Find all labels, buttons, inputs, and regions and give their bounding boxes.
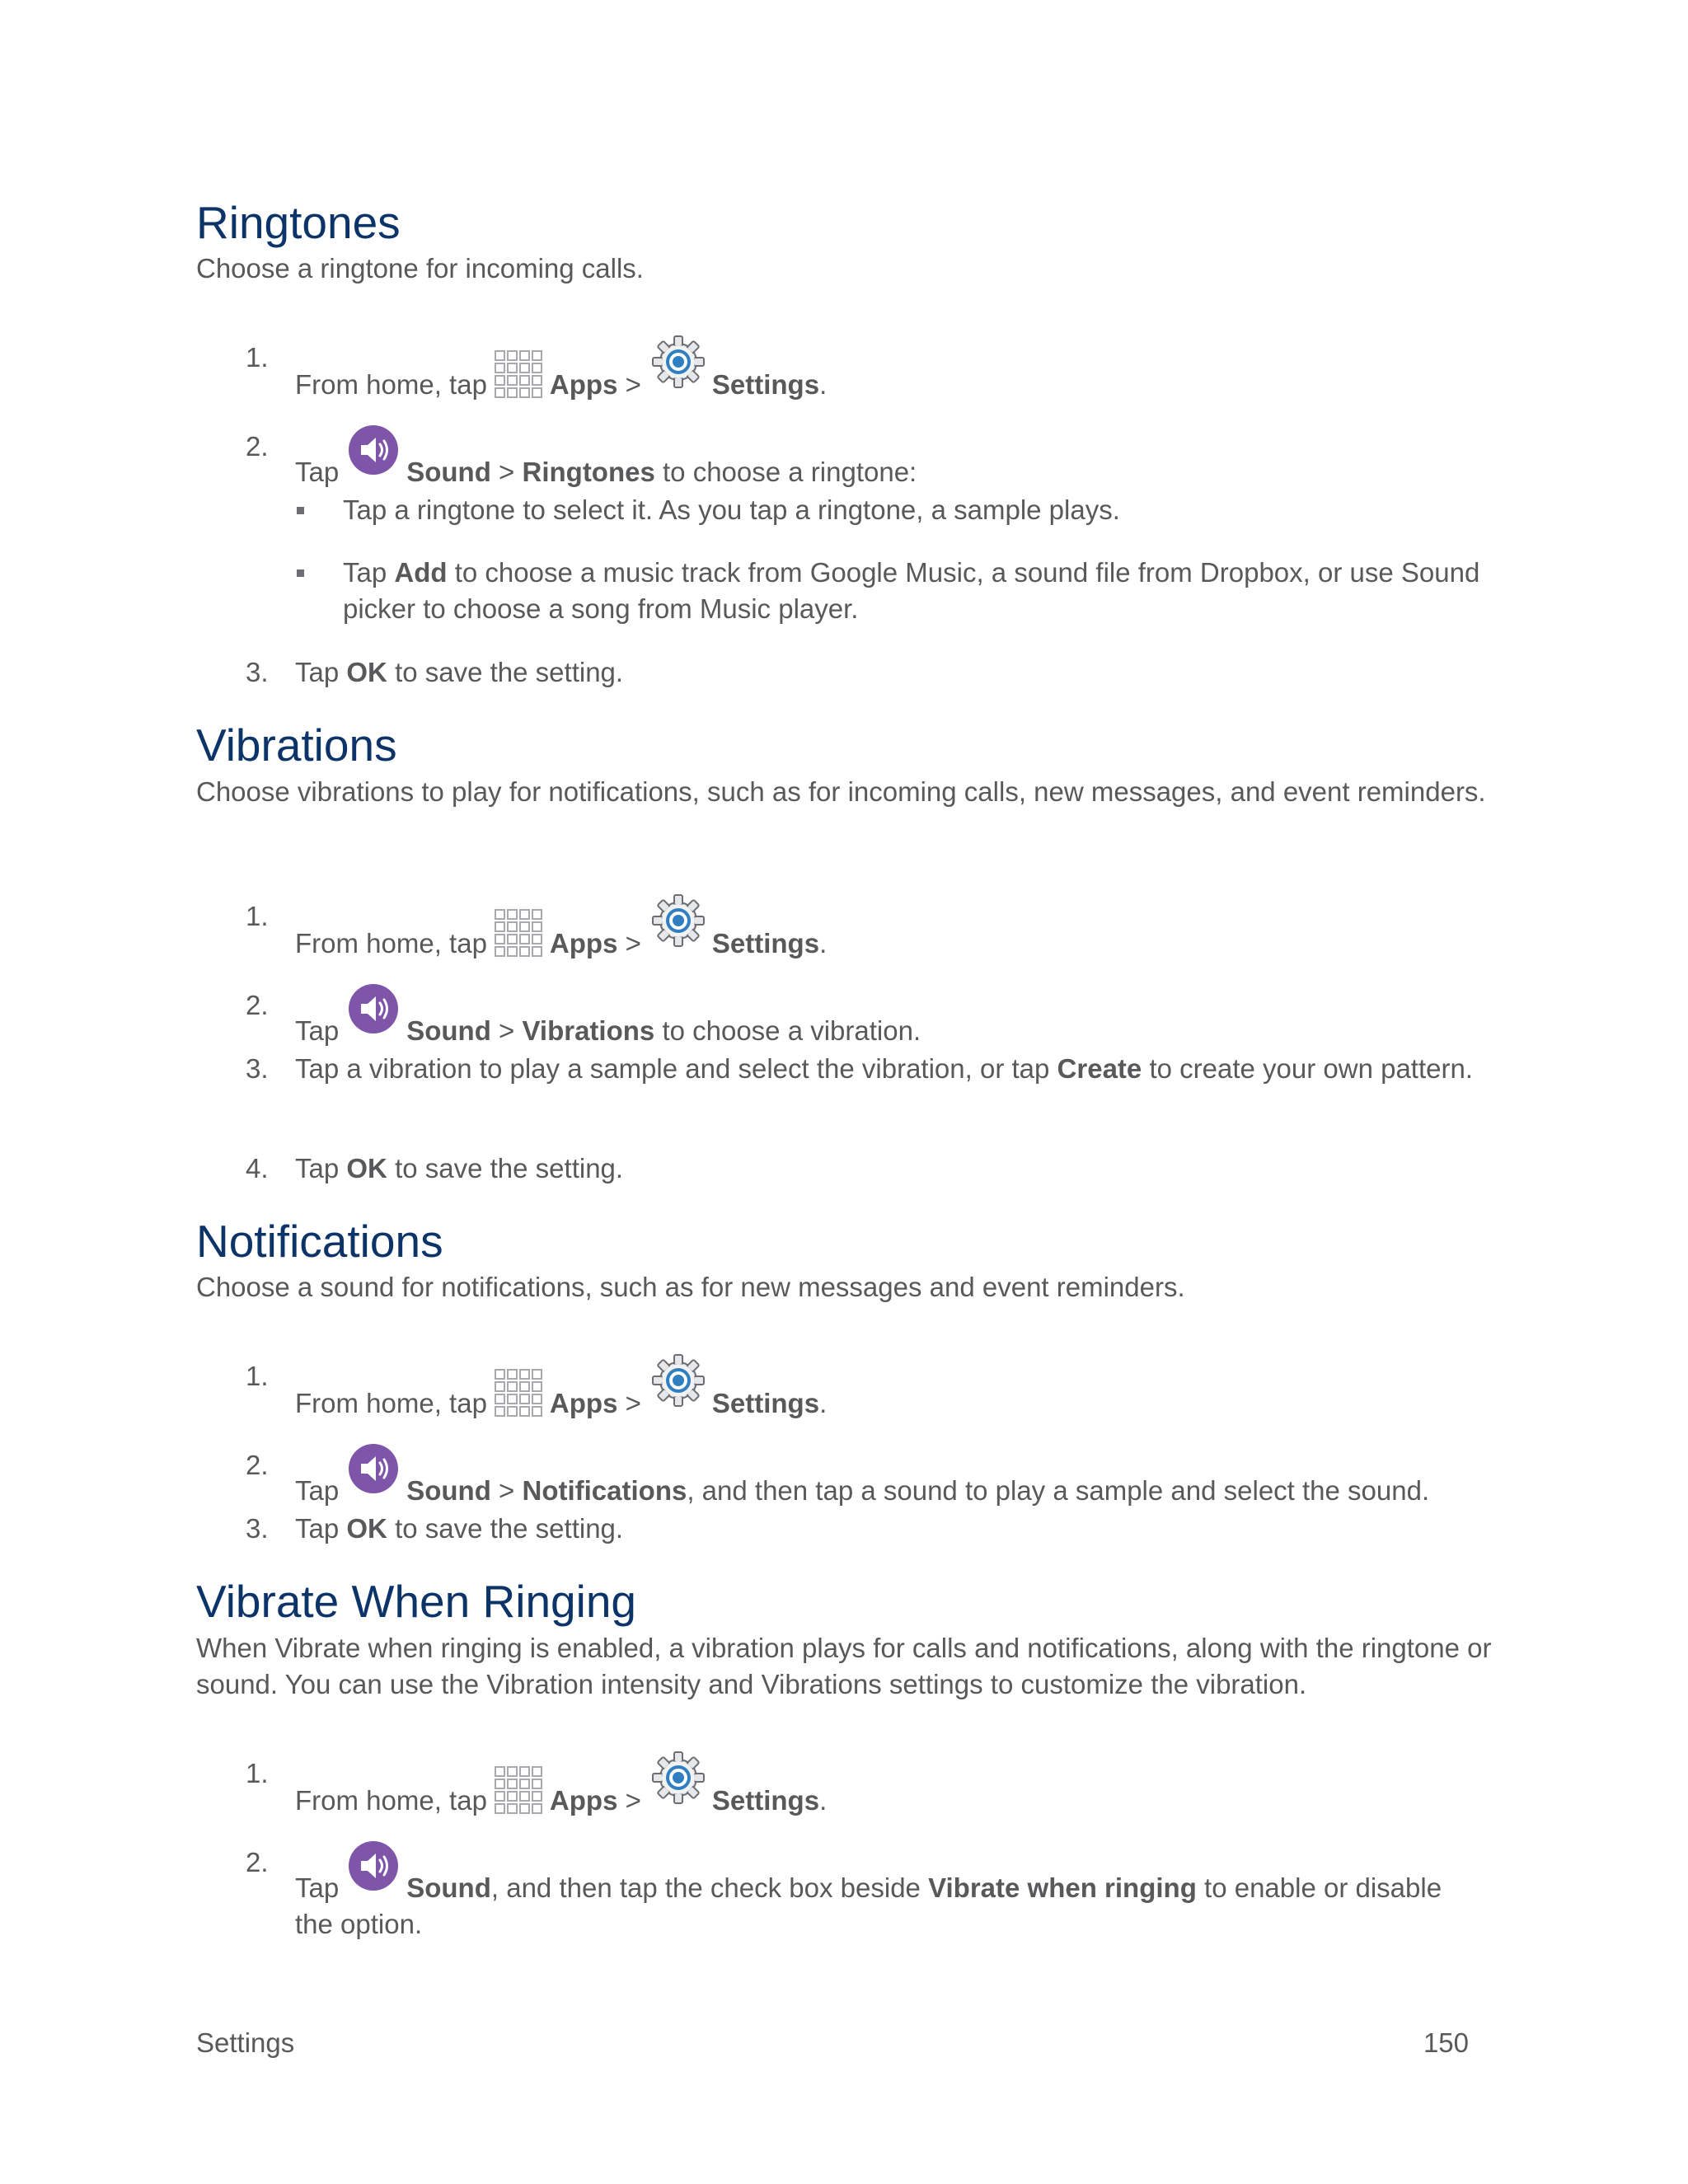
apps-grid-icon — [494, 902, 545, 953]
section-intro-vibrate-when-ringing: When Vibrate when ringing is enabled, a vibration plays for calls and notifications, along with the ringtone or sound. You can use the Vibration intensity and Vibrations settings to customize the vibration. — [196, 1633, 1492, 1699]
apps-label: Apps — [549, 1388, 618, 1418]
apps-grid-icon — [494, 1759, 545, 1810]
section-intro-notifications: Choose a sound for notifications, such as for new messages and event reminders. — [196, 1272, 1185, 1302]
sound-speaker-icon — [347, 987, 400, 1040]
footer-page-number: 150 — [1423, 2027, 1469, 2058]
sound-label: Sound — [406, 1015, 491, 1046]
settings-gear-icon — [651, 340, 706, 394]
create-label: Create — [1057, 1053, 1142, 1084]
apps-label: Apps — [549, 928, 618, 958]
step-number: 2. — [246, 1450, 269, 1480]
vibrate-when-ringing-label: Vibrate when ringing — [928, 1872, 1197, 1903]
settings-label: Settings — [711, 928, 820, 958]
section-title-ringtones: Ringtones — [196, 197, 401, 248]
ok-label: OK — [346, 657, 387, 687]
settings-label: Settings — [711, 1388, 820, 1418]
step-number: 1. — [246, 901, 269, 931]
settings-label: Settings — [711, 1785, 820, 1816]
apps-label: Apps — [549, 369, 618, 400]
section-title-vibrate-when-ringing: Vibrate When Ringing — [196, 1576, 637, 1627]
sound-speaker-icon — [347, 1447, 400, 1500]
sound-speaker-icon — [347, 429, 400, 481]
step-number: 1. — [246, 1361, 269, 1391]
apps-grid-icon — [494, 1361, 545, 1413]
notifications-label: Notifications — [522, 1475, 687, 1506]
ringtones-label: Ringtones — [522, 457, 655, 487]
apps-label: Apps — [549, 1785, 618, 1816]
sound-label: Sound — [406, 1872, 491, 1903]
ok-label: OK — [346, 1513, 387, 1544]
section-intro-vibrations: Choose vibrations to play for notifications, such as for incoming calls, new messages, and event reminders. — [196, 776, 1486, 807]
bullet-marker — [297, 507, 304, 514]
step-number: 1. — [246, 1758, 269, 1788]
step-number: 2. — [246, 990, 269, 1020]
settings-gear-icon — [651, 1755, 706, 1810]
step-number: 1. — [246, 342, 269, 373]
sound-label: Sound — [406, 1475, 491, 1506]
add-label: Add — [394, 557, 448, 588]
step-number: 2. — [246, 431, 269, 462]
step-number: 3. — [246, 657, 269, 687]
section-title-notifications: Notifications — [196, 1216, 443, 1267]
sound-speaker-icon — [347, 1844, 400, 1897]
step-number: 2. — [246, 1847, 269, 1877]
footer-section-name: Settings — [196, 2027, 295, 2058]
vibrations-label: Vibrations — [522, 1015, 655, 1046]
apps-grid-icon — [494, 343, 545, 394]
bullet-marker — [297, 569, 304, 577]
sound-label: Sound — [406, 457, 491, 487]
section-title-vibrations: Vibrations — [196, 719, 397, 771]
step-number: 3. — [246, 1513, 269, 1544]
document-page: Ringtones Choose a ringtone for incoming calls. 1. From home, tap Apps > Settings. 2. Tap Sound > Ringtones to choose a ringtone: Tap a ringtone to select it. As you tap a ringtone, a sample plays. Tap Add to choose a music track from Google Music, a sound file from Dropbox, or use Sound picker to choose a song from Music player. 3. Tap OK to save the setting. Vibrations Choose vibrations to play for notifications, such as for incoming calls, new messages, and event reminders. 1. From home, tap Apps > Settings. 2. Tap Sound > Vibrations to choose a vibration. 3. Tap a vibration to play a sample and select the vibration, or tap Create to create your own pattern. 4. Tap OK to save the setting. Notifications Choose a sound for notifications, such as for new messages and event reminders. 1. From home, tap Apps > Settings. 2. Tap Sound > Notifications, and then tap a sound to play a sample and select the sound. 3. Tap OK to save the setting. Vibrate When Ringing When Vibrate when ringing is enabled, a vibration plays for calls and notifications, along with the ringtone or sound. You can use the Vibration intensity and Vibrations settings to customize the vibration. 1. From home, tap Apps > Settings. 2. Tap Sound, and then tap the check box beside Vibrate when ringing to enable or disable the option. — [196, 0, 1498, 2184]
step-number: 4. — [246, 1153, 269, 1183]
section-intro-ringtones: Choose a ringtone for incoming calls. — [196, 253, 644, 284]
settings-gear-icon — [651, 898, 706, 953]
settings-label: Settings — [711, 369, 820, 400]
step-number: 3. — [246, 1053, 269, 1084]
settings-gear-icon — [651, 1358, 706, 1413]
ok-label: OK — [346, 1153, 387, 1183]
